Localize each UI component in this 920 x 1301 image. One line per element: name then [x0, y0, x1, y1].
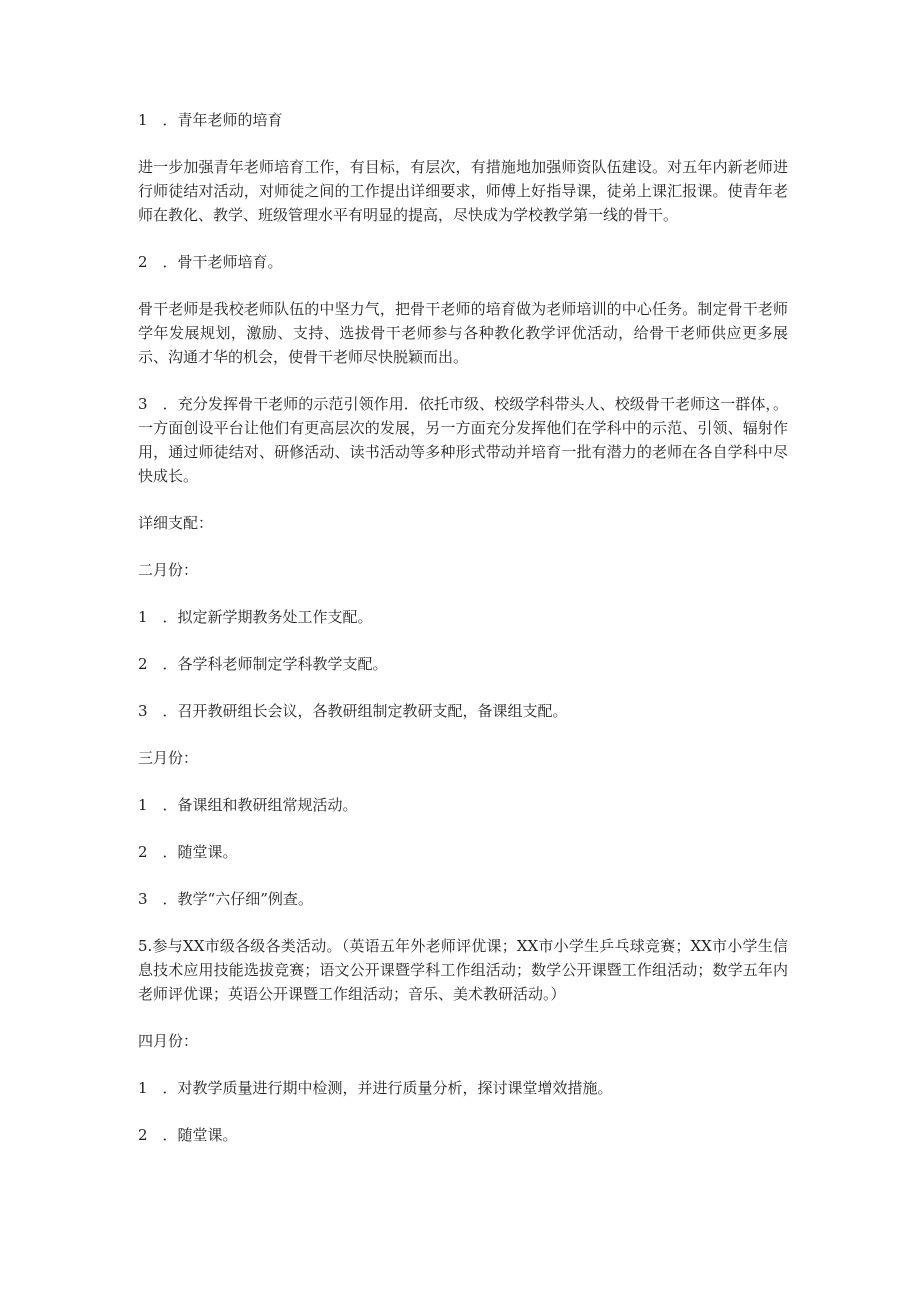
heading-young-teacher-training: 1 ．青年老师的培育 [138, 111, 283, 129]
heading-march: 三月份： [138, 749, 199, 767]
heading-key-teacher-training: 2 ．骨干老师培育。 [138, 253, 283, 271]
list-item: 3 ．召开教研组长会议，各教研组制定教研支配，备课组支配。 [138, 702, 568, 720]
paragraph-key-teacher-training: 骨干老师是我校老师队伍的中坚力气，把骨干老师的培育做为老师培训的中心任务。制定骨干老师学年发展规划，激励、支持、选拔骨干老师参与各种教化教学评优活动，给骨干老师供应更多展示、沟通才华的机会，使骨干老师尽快脱颖而出。 [138, 300, 788, 366]
list-item: 1 ．对教学质量进行期中检测，并进行质量分析，探讨课堂增效措施。 [138, 1079, 613, 1097]
list-item-activities: 5.参与XX市级各级各类活动。（英语五年外老师评优课；XX市小学生乒乓球竞赛；XX市小学生信息技术应用技能选拔竞赛；语文公开课暨学科工作组活动；数学公开课暨工作组活动；数学五年内老师评优课；英语公开课暨工作组活动；音乐、美术教研活动。） [138, 937, 788, 1003]
list-item: 1 ．备课组和教研组常规活动。 [138, 796, 358, 814]
document-body [138, 108, 788, 1170]
heading-april: 四月份： [138, 1032, 199, 1050]
list-item: 1 ．拟定新学期教务处工作支配。 [138, 608, 373, 626]
list-item: 3 ．教学“六仔细”例查。 [138, 890, 313, 908]
list-item: 2 ．随堂课。 [138, 843, 238, 861]
heading-detailed-arrangement: 详细支配： [138, 514, 214, 532]
paragraph-key-teacher-leadership: 3 ．充分发挥骨干老师的示范引领作用．依托市级、校级学科带头人、校级骨干老师这一群体，。一方面创设平台让他们有更高层次的发展，另一方面充分发挥他们在学科中的示范、引领、辐射作用，通过师徒结对、研修活动、读书活动等多种形式带动并培育一批有潜力的老师在各自学科中尽快成长。 [138, 395, 788, 485]
heading-february: 二月份： [138, 561, 199, 579]
list-item: 2 ．随堂课。 [138, 1126, 238, 1144]
list-item: 2 ．各学科老师制定学科教学支配。 [138, 655, 388, 673]
paragraph-young-teacher-training: 进一步加强青年老师培育工作，有目标，有层次，有措施地加强师资队伍建设。对五年内新老师进行师徒结对活动，对师徒之间的工作提出详细要求，师傅上好指导课，徒弟上课汇报课。使青年老师在教化、教学、班级管理水平有明显的提高，尽快成为学校教学第一线的骨干。 [138, 158, 788, 224]
